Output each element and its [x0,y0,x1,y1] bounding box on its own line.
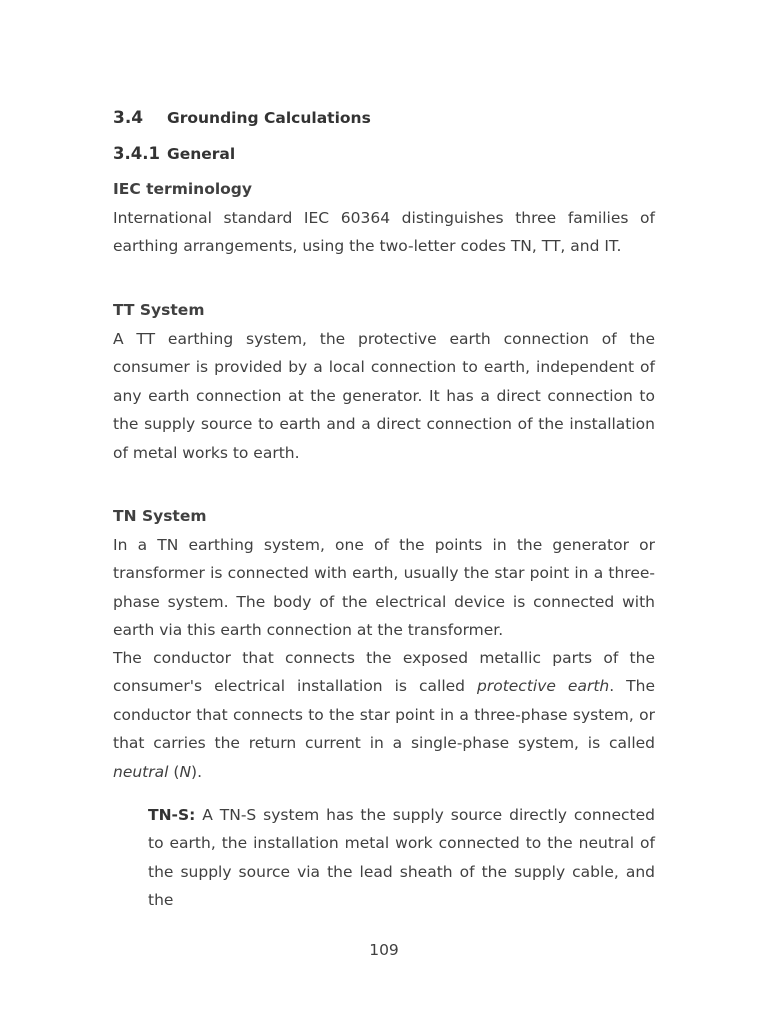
section-number: 3.4 [113,108,144,128]
tn-p2-text-a: The conductor that connects the exposed metallic parts of the consumer's electrical installation is called [113,649,655,696]
tn-heading: TN System [113,507,207,525]
page-number: 109 [369,941,399,959]
neutral-symbol: N [179,762,192,781]
neutral-term: neutral [113,762,169,781]
tns-paragraph [148,801,655,915]
tns-label: TN-S: [148,806,196,824]
tt-heading: TT System [113,301,205,319]
subsection-title: General [167,145,236,163]
tn-p2-text-b: . The conductor that connects to the star point in a three-phase system, or that carries the return current in a single-phase system, is called [113,677,655,753]
tn-p2-text-c: ( [168,762,180,781]
tn-p2-text-d: ). [191,762,203,781]
protective-earth-term: protective earth [477,677,610,696]
subsection-number: 3.4.1 [113,144,160,163]
section-heading [113,108,371,128]
tn-paragraph-2 [113,644,655,786]
tns-text: A TN-S system has the supply source directly connected to earth, the installation metal work connected to the neutral of the supply source via the lead sheath of the supply cable, and the [148,806,655,910]
iec-heading: IEC terminology [113,180,253,198]
section-title: Grounding Calculations [167,109,371,127]
tn-paragraph-1: In a TN earthing system, one of the points in the generator or transformer is connected with earth, usually the star point in a three-phase system. The body of the electrical device is connected with earth via this earth connection at the transformer. [113,536,655,640]
subsection-heading [113,144,235,163]
tt-paragraph: A TT earthing system, the protective earth connection of the consumer is provided by a local connection to earth, independent of any earth connection at the generator. It has a direct connection to the supply source to earth and a direct connection of the installation of metal works to earth. [113,330,655,462]
iec-paragraph: International standard IEC 60364 distinguishes three families of earthing arrangements, using the two-letter codes TN, TT, and IT. [113,209,655,256]
